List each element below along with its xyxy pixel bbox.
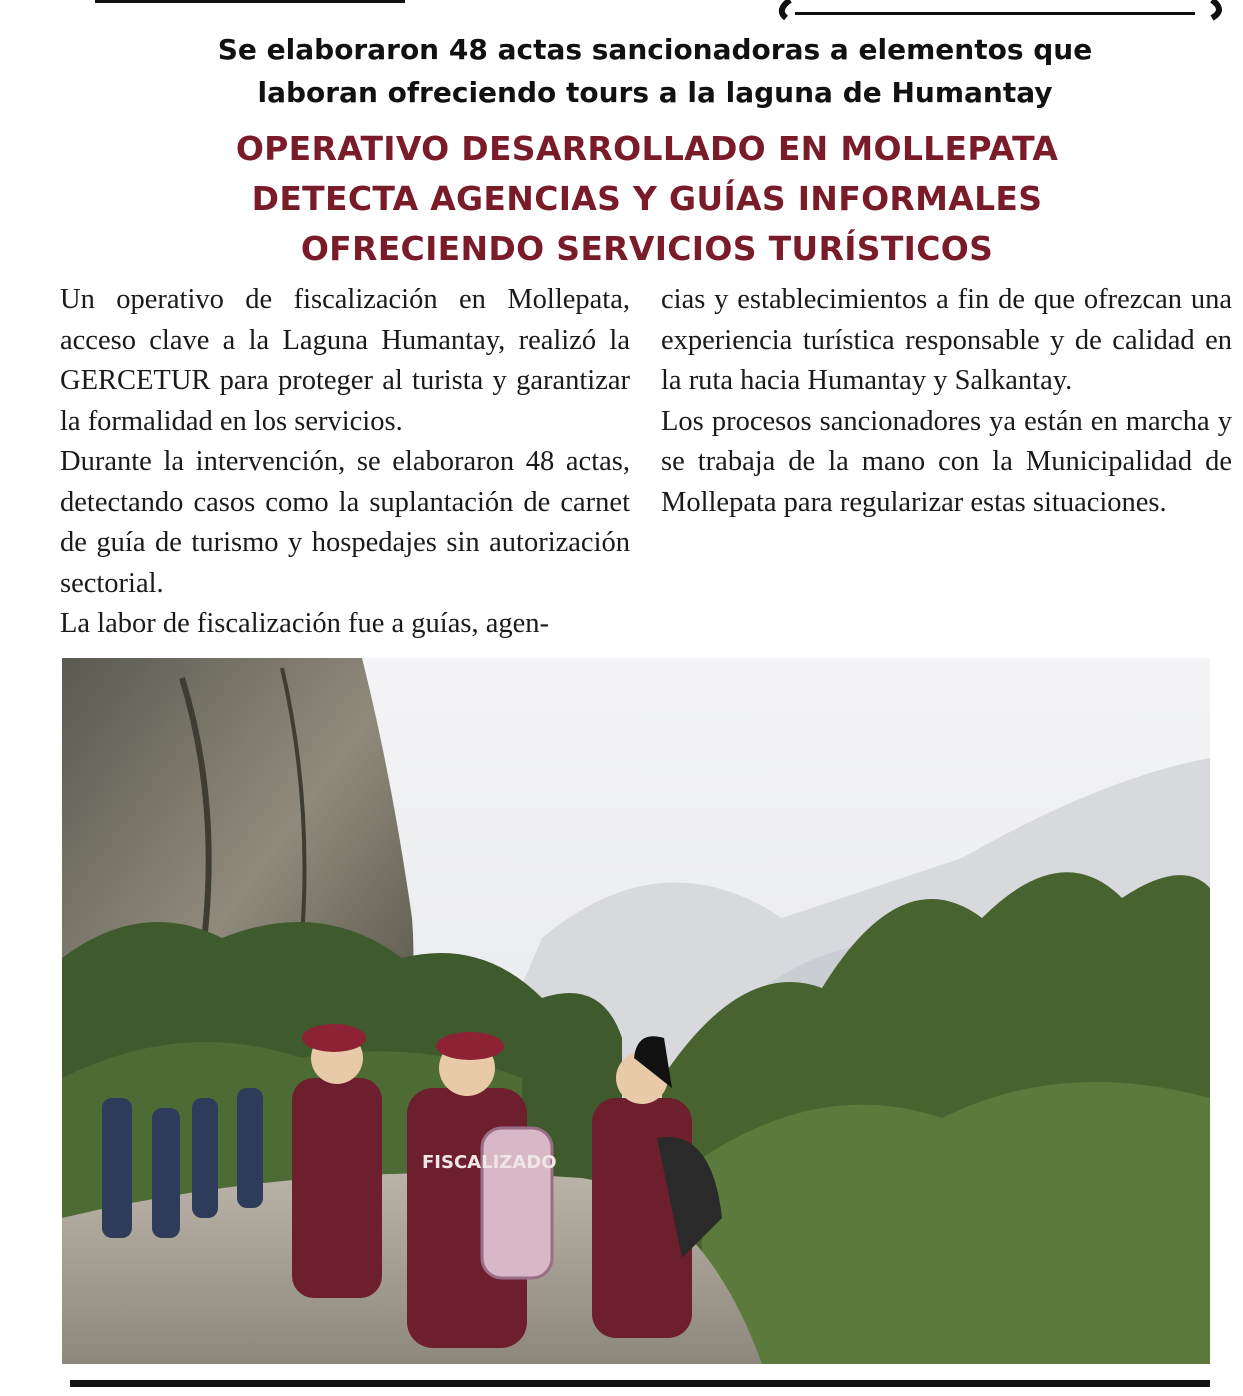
body-paragraph: cias y establecimientos a fin de que ofrezcan una experiencia turística responsable y de calidad en la ruta hacia Humantay y Salkantay. [661,284,1232,396]
kicker [100,28,1210,114]
kicker-line: Se elaboraron 48 actas sancionadoras a elementos que [217,33,1093,66]
article-photo [62,658,1210,1364]
top-decoration [0,0,1243,22]
body-paragraph: Un operativo de fiscalización en Mollepata, acceso clave a la Laguna Humantay, realizó la GERCETUR para proteger al turista y garantizar la formalidad en los servicios. [60,284,630,437]
body-column-right [661,280,1232,523]
headline-line: DETECTA AGENCIAS Y GUÍAS INFORMALES [251,179,1043,218]
headline-line: OFRECIENDO SERVICIOS TURÍSTICOS [300,229,994,268]
bottom-rule [70,1380,1210,1387]
body-paragraph: La labor de fiscalización fue a guías, agen- [60,608,550,639]
body-paragraph: Los procesos sancionadores ya están en marcha y se trabaja de la mano con la Municipalidad de Mollepata para regularizar estas situaciones. [661,405,1232,518]
headline-line: OPERATIVO DESARROLLADO EN MOLLEPATA [235,129,1059,168]
headline [100,124,1194,274]
body-paragraph: Durante la intervención, se elaboraron 48 actas, detectando casos como la suplantación de carnet de guía de turismo y hospedajes sin autorización sectorial. [60,446,630,599]
vest-text: FISCALIZADO [422,1152,557,1173]
kicker-line: laboran ofreciendo tours a la laguna de Humantay [257,76,1053,109]
body-column-left [60,280,630,645]
